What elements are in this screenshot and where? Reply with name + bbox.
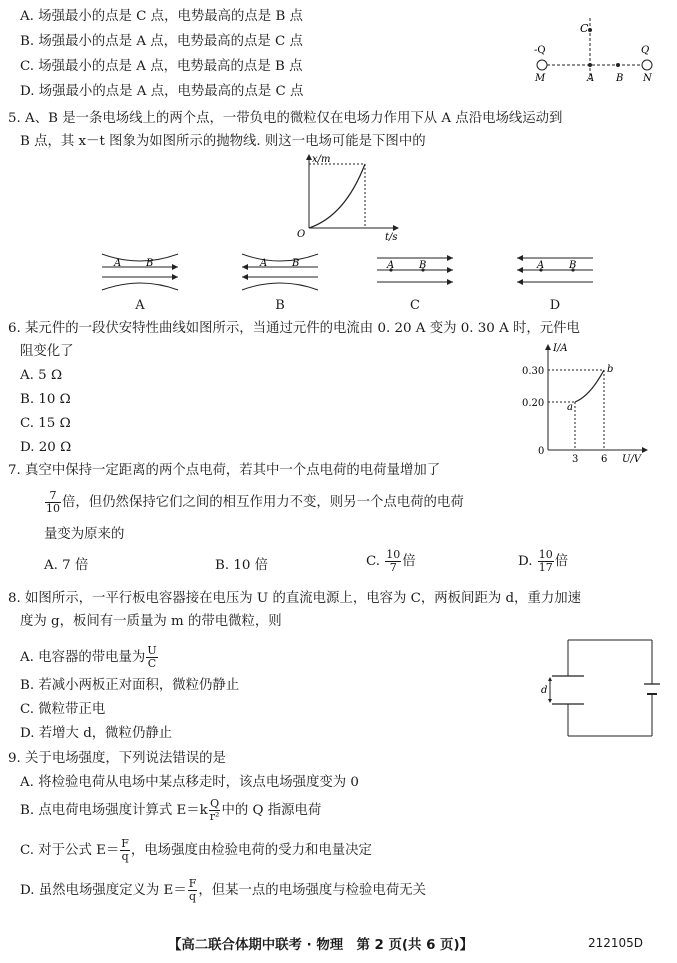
q7-fraction: $\frac{7}{10}$ [46,489,60,515]
q7-line2: $\frac{7}{10}$ 倍，但仍然保持它们之间的相互作用力不变，则另一个点电荷的电荷 [46,489,464,515]
iu-tick-6: 6 [601,454,608,465]
q9-stem: 9. 关于电场强度，下列说法错误的是 [8,751,226,766]
q5-line2: B 点，其 x－t 图象为如图所示的抛物线. 则这一电场可能是下图中的 [20,134,426,149]
q5-field-b [240,250,320,294]
field-d-point-a: A [537,260,545,271]
q7-line1: 7. 真空中保持一定距离的两个点电荷，若其中一个点电荷的电荷量增加了 [8,463,441,478]
q5-label-a: A [135,298,145,313]
q5-field-c [375,250,455,294]
q9-option-a: A. 将检验电荷从电场中某点移走时，该点电场强度变为 0 [20,775,359,790]
field-d-point-b: B [569,260,577,271]
q6-option-a: A. 5 Ω [20,368,63,383]
q9-option-c: C. 对于公式 E＝ $\frac{F}{q}$ ，电场强度由检验电荷的受力和电量决定 [20,837,372,863]
q4-option-c: C. 场强最小的点是 A 点，电势最高的点是 B 点 [20,59,303,74]
q9-option-d: D. 虽然电场强度定义为 E＝ $\frac{F}{q}$ ，但某一点的电场强度与检验电荷无关 [20,877,426,903]
q8-option-d: D. 若增大 d，微粒仍静止 [20,726,173,741]
point-m-label: M [535,73,546,84]
q4-option-d: D. 场强最小的点是 A 点，电势最高的点是 C 点 [20,84,304,99]
q5-xt-graph [285,152,400,243]
q8-option-a: A. 电容器的带电量为 $\frac{U}{C}$ [20,644,157,670]
q7-option-d: D. $\frac{10}{17}$ 倍 [518,548,569,574]
q4-option-b: B. 场强最小的点是 A 点，电势最高的点是 C 点 [20,34,303,49]
q7-line3: 量变为原来的 [44,527,125,542]
point-b-label: B [616,73,624,84]
iu-xlabel: U/V [622,454,642,465]
q5-label-b: B [275,298,285,313]
iu-point-b: b [607,364,614,375]
xt-xlabel: t/s [385,232,398,243]
charge-neg-q-label: -Q [534,45,546,56]
iu-ylabel: I/A [553,343,568,354]
q6-line1: 6. 某元件的一段伏安特性曲线如图所示，当通过元件的电流由 0. 20 A 变为 0. 30 A 时，元件电 [8,321,580,336]
q6-option-d: D. 20 Ω [20,440,72,455]
q5-field-d [515,250,595,294]
iu-tick-0.30: 0.30 [522,366,545,377]
plate-distance-d: d [541,685,548,696]
exam-code: 212105D [588,936,644,950]
iu-tick-3: 3 [572,454,579,465]
q8-line2: 度为 g，板间有一质量为 m 的带电微粒，则 [20,614,282,629]
point-c-label: C [580,22,589,35]
field-b-point-b: B [292,258,300,269]
q8-capacitor-circuit [538,636,663,744]
q6-option-b: B. 10 Ω [20,392,71,407]
q8-line1: 8. 如图所示，一平行板电容器接在电压为 U 的直流电源上，电容为 C，两板间距为 d，重力加速 [8,591,582,606]
q8-option-b: B. 若减小两板正对面积，微粒仍静止 [20,678,240,693]
q5-field-a [100,250,180,294]
field-c-point-a: A [387,260,395,271]
q4-option-a: A. 场强最小的点是 C 点，电势最高的点是 B 点 [20,9,303,24]
q9-option-b: B. 点电荷电场强度计算式 E＝k $\frac{Q}{\text{r²}}$ 中的 Q 指源电荷 [20,797,322,823]
q4-charges-figure [530,10,665,90]
field-c-point-b: B [419,260,427,271]
page-footer: 【高二联合体期中联考 · 物理 第 2 页(共 6 页)】 [168,938,473,953]
point-a-label: A [587,73,595,84]
q5-line1: 5. A、B 是一条电场线上的两个点，一带负电的微粒仅在电场力作用下从 A 点沿电场线运动到 [8,111,563,126]
q7-option-b: B. 10 倍 [215,558,269,573]
xt-origin: O [297,229,306,240]
iu-tick-0.20: 0.20 [522,398,545,409]
xt-ylabel: x/m [312,154,331,165]
q6-iu-graph [522,340,652,465]
q5-label-c: C [410,298,420,313]
field-a-point-a: A [114,258,122,269]
q6-option-c: C. 15 Ω [20,416,71,431]
q5-label-d: D [549,298,561,313]
field-b-point-a: A [260,258,268,269]
q6-line2: 阻变化了 [20,344,74,359]
q8-option-c: C. 微粒带正电 [20,702,106,717]
q7-option-a: A. 7 倍 [44,558,89,573]
point-n-label: N [643,73,652,84]
field-a-point-b: B [146,258,154,269]
charge-q-label: Q [641,45,650,56]
iu-origin: 0 [538,446,545,457]
iu-point-a: a [567,402,573,413]
q7-option-c: C. $\frac{10}{7}$ 倍 [366,548,416,574]
